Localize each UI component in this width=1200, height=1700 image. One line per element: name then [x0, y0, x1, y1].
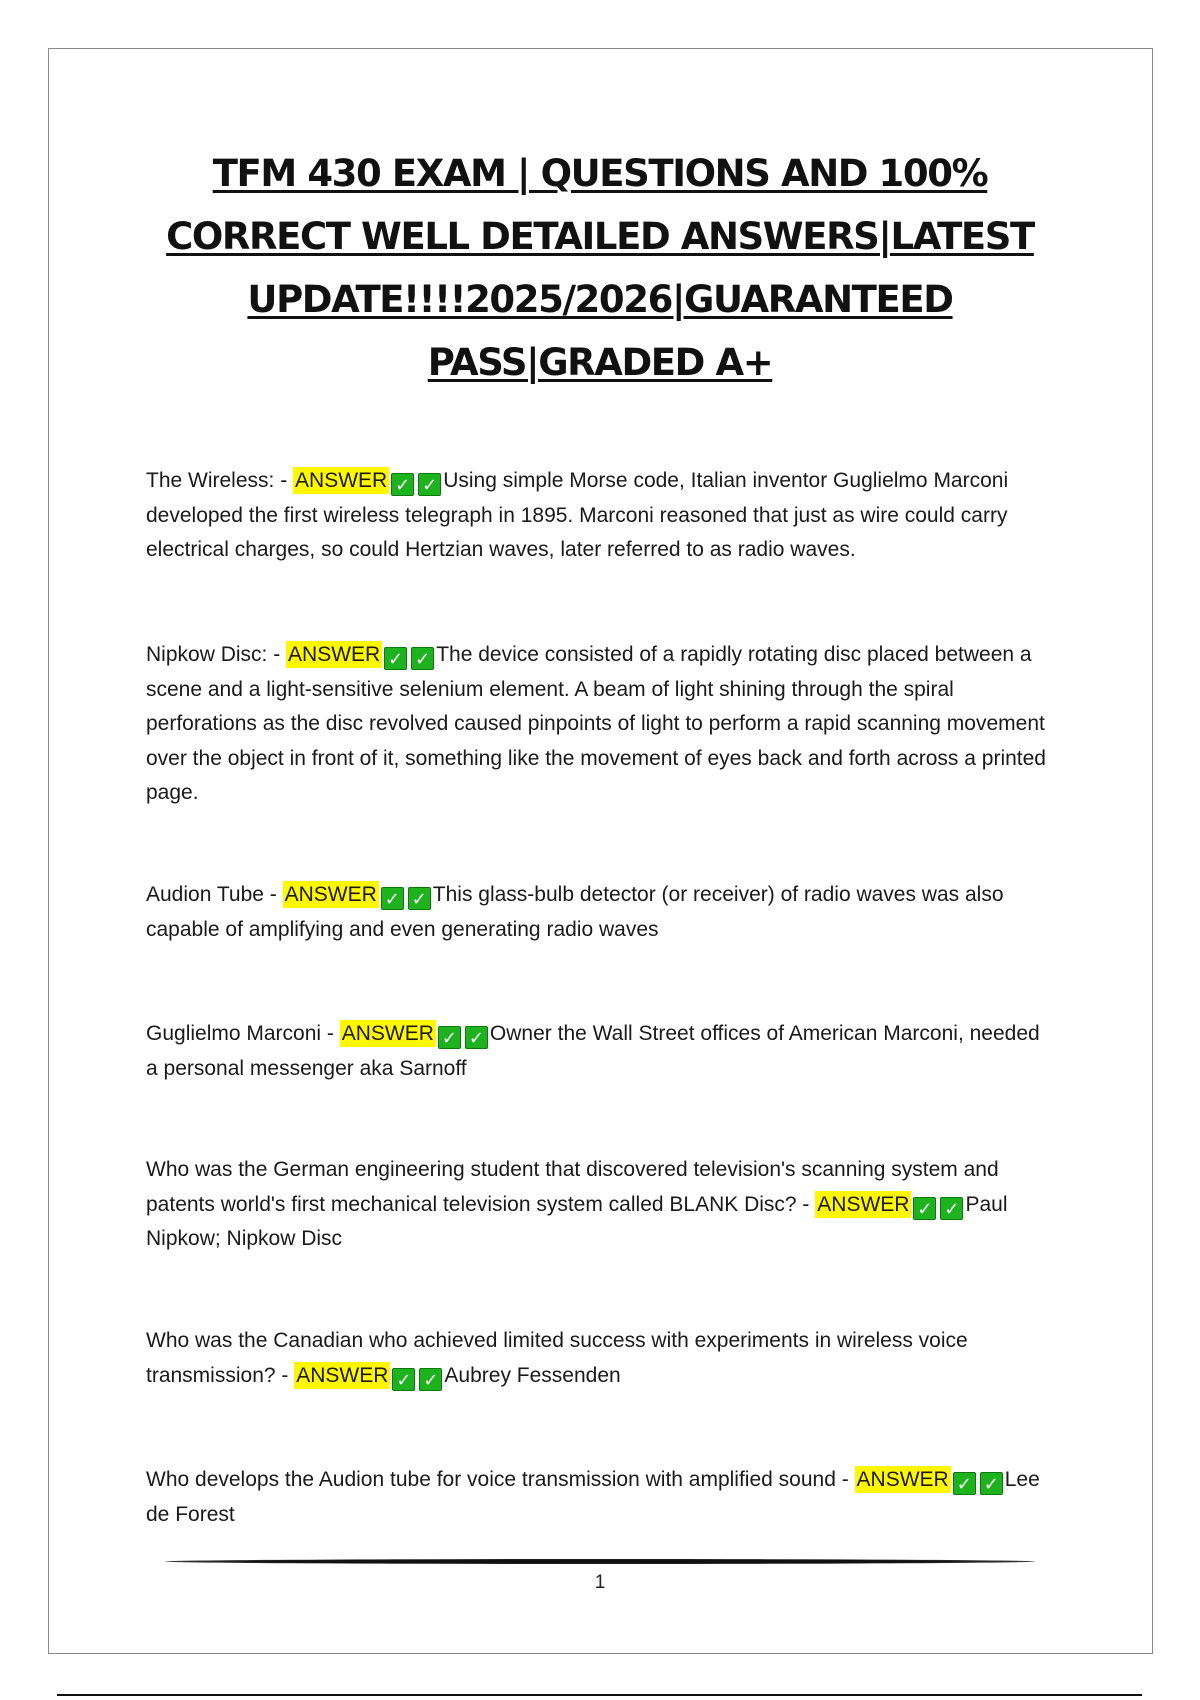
qa-item [146, 464, 1056, 568]
page-bottom-divider [57, 1694, 1142, 1696]
check-icon: ✓ [411, 647, 434, 670]
answer-text: Owner the Wall Street offices of American Marconi, needed a personal messenger aka Sarnoff [146, 1022, 1040, 1080]
page-number: 1 [594, 1572, 606, 1593]
question-text: Nipkow Disc: - [146, 643, 287, 666]
check-icon: ✓ [419, 1368, 442, 1391]
check-icon: ✓ [465, 1026, 488, 1049]
question-text: The Wireless: - [146, 469, 294, 492]
check-icon: ✓ [391, 473, 414, 496]
answer-label: ANSWER [295, 469, 388, 492]
qa-item [146, 878, 1056, 947]
answer-label: ANSWER [817, 1192, 910, 1216]
qa-item [146, 1017, 1056, 1086]
answer-text: Using simple Morse code, Italian inventor Guglielmo Marconi developed the first wireless telegraph in 1895. Marconi reasoned that just as wire could carry electrical charges, so could Hertzian waves, later referred to as radio waves. [146, 469, 1009, 561]
check-icon: ✓ [418, 473, 441, 496]
check-icon: ✓ [381, 887, 404, 910]
qa-item [146, 1463, 1056, 1532]
answer-text: The device consisted of a rapidly rotating disc placed between a scene and a light-sensitive selenium element. A beam of light shining through the spiral perforations as the disc revolved caused pinpoints of light to perform a rapid scanning movement over the object in front of it, something like the movement of eyes back and forth across a printed page. [146, 643, 1046, 804]
check-icon: ✓ [392, 1368, 415, 1391]
qa-item [146, 1153, 1056, 1257]
question-text: Who was the German engineering student that discovered television's scanning system and patents world's first mechanical television system called BLANK Disc? - [146, 1158, 999, 1216]
check-icon: ✓ [980, 1472, 1003, 1495]
document-title: TFM 430 EXAM | QUESTIONS AND 100% CORRECT WELL DETAILED ANSWERS|LATEST UPDATE!!!!2025/2026|GUARANTEED PASS|GRADED A+ [166, 152, 1034, 384]
question-text: Guglielmo Marconi - [146, 1022, 340, 1045]
answer-text: Paul Nipkow; Nipkow Disc [146, 1192, 1008, 1250]
question-text: Who develops the Audion tube for voice transmission with amplified sound - [146, 1468, 855, 1491]
answer-text: This glass-bulb detector (or receiver) of radio waves was also capable of amplifying and even generating radio waves [146, 883, 1004, 941]
check-icon: ✓ [913, 1197, 936, 1220]
answer-label: ANSWER [856, 1468, 949, 1491]
question-text: Audion Tube - [146, 883, 283, 906]
check-icon: ✓ [384, 647, 407, 670]
answer-label: ANSWER [341, 1022, 434, 1045]
answer-label: ANSWER [284, 883, 377, 906]
qa-item [146, 638, 1056, 811]
footer-divider [165, 1559, 1035, 1564]
answer-label: ANSWER [288, 643, 381, 666]
answer-text: Lee de Forest [146, 1468, 1040, 1526]
answer-label: ANSWER [296, 1363, 389, 1387]
answer-text: Aubrey Fessenden [444, 1363, 621, 1387]
check-icon: ✓ [940, 1197, 963, 1220]
question-text: Who was the Canadian who achieved limited success with experiments in wireless voice transmission? - [146, 1329, 968, 1387]
check-icon: ✓ [438, 1026, 461, 1049]
check-icon: ✓ [408, 887, 431, 910]
check-icon: ✓ [953, 1472, 976, 1495]
qa-item [146, 1324, 1056, 1393]
